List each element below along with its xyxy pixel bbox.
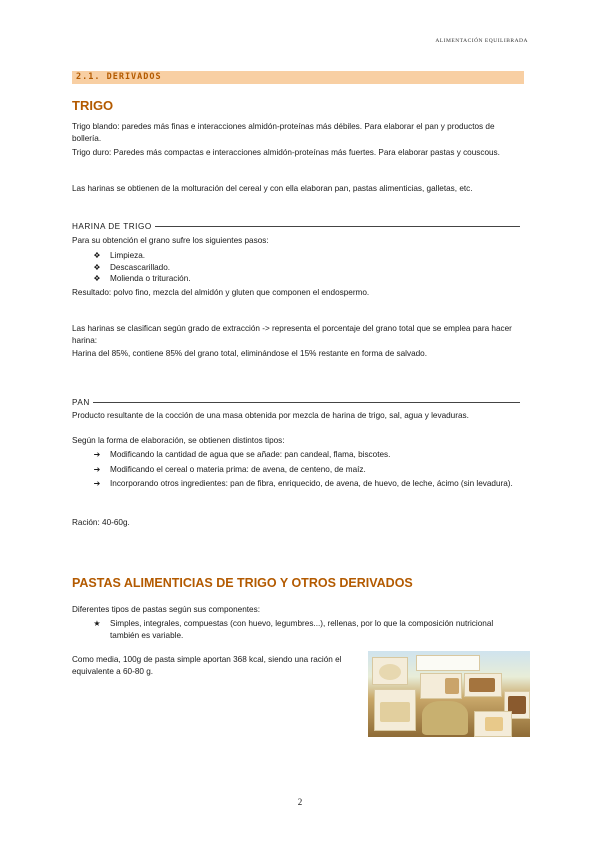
list-item: ★ Simples, integrales, compuestas (con huevo, legumbres...), rellenas, por lo que la composición nutricional también es variable. xyxy=(90,618,520,641)
pastas-title: PASTAS ALIMENTICIAS DE TRIGO Y OTROS DERIVADOS xyxy=(72,576,413,590)
harinas-paragraph: Las harinas se obtienen de la molturación del cereal y con ella elaboran pan, pastas alimenticias, galletas, etc. xyxy=(72,184,473,193)
heading-rule xyxy=(155,226,520,227)
running-header: ALIMENTACIÓN EQUILIBRADA xyxy=(435,38,528,44)
pan-types-intro: Según la forma de elaboración, se obtienen distintos tipos: xyxy=(72,436,285,445)
section-heading-bar xyxy=(72,71,524,84)
list-item: ➔ Incorporando otros ingredientes: pan de fibra, enriquecido, de avena, de huevo, de leche, ácimo (sin levadura). xyxy=(90,478,520,490)
arrow-bullet-icon: ➔ xyxy=(93,464,101,474)
list-item: ➔ Modificando el cereal o materia prima: de avena, de centeno, de maíz. xyxy=(90,464,520,476)
list-item: ❖ Molienda o trituración. xyxy=(90,273,520,285)
harina-heading-label: HARINA DE TRIGO xyxy=(72,221,152,231)
star-bullet-icon: ★ xyxy=(93,619,101,628)
page-number: 2 xyxy=(297,797,303,807)
trigo-duro-paragraph: Trigo duro: Paredes más compactas e interacciones almidón-proteínas más fuertes. Para elaborar pastas y couscous. xyxy=(72,148,500,157)
diamond-bullet-icon: ❖ xyxy=(93,251,101,260)
cereal-card xyxy=(464,673,502,697)
pan-ration: Ración: 40-60g. xyxy=(72,518,130,527)
grain-swatch xyxy=(469,678,495,692)
list-item: ❖ Descascarillado. xyxy=(90,262,520,274)
section-heading: 2.1. DERIVADOS xyxy=(76,72,162,82)
trigo-title: TRIGO xyxy=(72,98,114,113)
harina-steps-list xyxy=(90,250,520,285)
cereal-infographic-image xyxy=(368,651,530,737)
cereal-card xyxy=(420,673,462,699)
pan-heading xyxy=(72,397,520,407)
pastas-intro: Diferentes tipos de pastas según sus componentes: xyxy=(72,605,260,614)
pan-definition: Producto resultante de la cocción de una masa obtenida por mezcla de harina de trigo, sal, agua y levaduras. xyxy=(72,411,469,420)
arrow-bullet-icon: ➔ xyxy=(93,450,101,459)
cereal-card xyxy=(474,711,512,737)
grain-swatch xyxy=(380,702,410,722)
harina-resultado: Resultado: polvo fino, mezcla del almidón y gluten que componen el endospermo. xyxy=(72,288,370,297)
cereal-card xyxy=(416,655,480,671)
heading-rule xyxy=(93,402,520,403)
trigo-blando-paragraph: Trigo blando: paredes más finas e interacciones almidón-proteínas más débiles. Para elaborar el pan y productos de bollería. xyxy=(72,122,495,143)
pan-heading-label: PAN xyxy=(72,397,90,407)
cereal-card xyxy=(374,689,416,731)
pastas-media: Como media, 100g de pasta simple aportan 368 kcal, siendo una ración el equivalente a 60-80 g. xyxy=(72,655,342,676)
list-item: ❖ Limpieza. xyxy=(90,250,520,262)
harina-intro: Para su obtención el grano sufre los siguientes pasos: xyxy=(72,236,269,245)
cereal-card xyxy=(372,657,408,685)
list-item: ➔ Modificando la cantidad de agua que se añade: pan candeal, flama, biscotes. xyxy=(90,449,520,461)
harina-ejemplo: Harina del 85%, contiene 85% del grano total, eliminándose el 15% restante en forma de salvado. xyxy=(72,349,428,358)
grain-swatch xyxy=(379,664,401,680)
harina-heading xyxy=(72,221,520,231)
grain-swatch xyxy=(445,678,459,694)
pastas-list xyxy=(90,618,520,641)
diamond-bullet-icon: ❖ xyxy=(93,274,101,283)
grain-pile xyxy=(422,701,468,735)
grain-swatch xyxy=(485,717,503,731)
pan-types-list xyxy=(90,449,520,493)
harina-clasificacion: Las harinas se clasifican según grado de extracción -> representa el porcentaje del grano total que se emplea para hacer harina: xyxy=(72,324,512,345)
arrow-bullet-icon: ➔ xyxy=(93,479,101,488)
diamond-bullet-icon: ❖ xyxy=(93,262,101,272)
